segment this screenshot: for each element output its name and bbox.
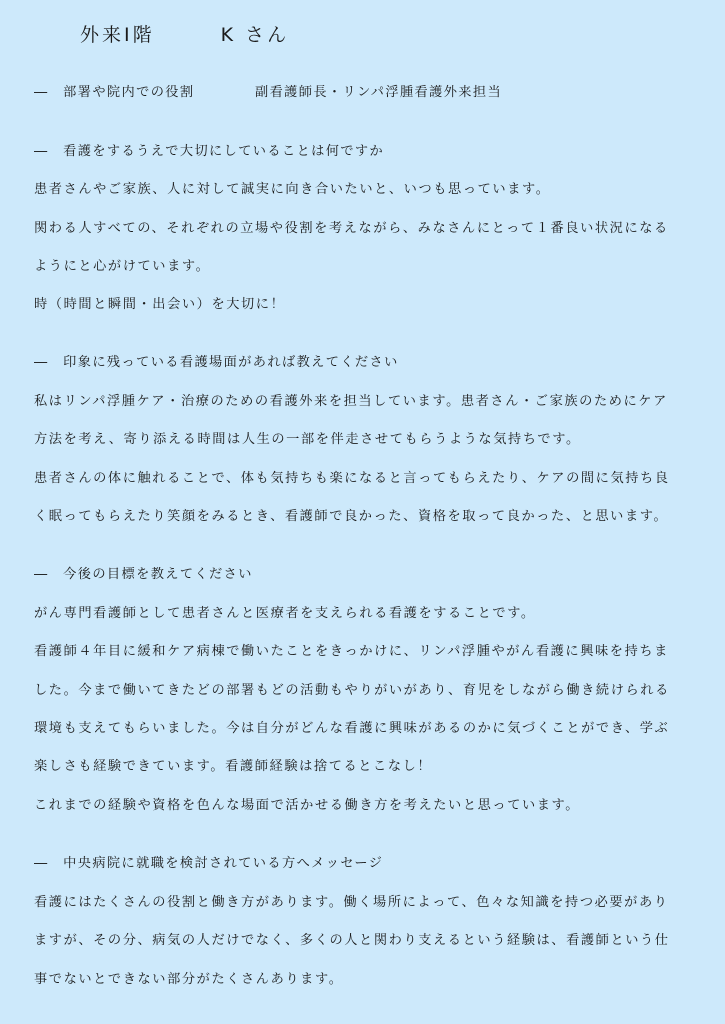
role-label: ― 部署や院内での役割	[34, 85, 195, 100]
section-2-line-1: 私はリンパ浮腫ケア・治療のための看護外来を担当しています。患者さん・ご家族のためにケア	[34, 394, 668, 409]
section-2-line-2: 方法を考え、寄り添える時間は人生の一部を伴走させてもらうような気持ちです。	[34, 432, 581, 447]
section-question-4: ― 中央病院に就職を検討されている方へメッセージ	[34, 856, 384, 871]
section-3-line-1: がん専門看護師として患者さんと医療者を支えられる看護をすることです。	[34, 606, 536, 621]
section-4-line-1: 看護にはたくさんの役割と働き方があります。働く場所によって、色々な知識を持つ必要があり	[34, 895, 669, 910]
section-2-line-4: く眠ってもらえたり笑顔をみるとき、看護師で良かった、資格を取って良かった、と思います。	[34, 509, 669, 524]
page-title	[80, 20, 289, 47]
section-question-1: ― 看護をするうえで大切にしていることは何ですか	[34, 144, 385, 159]
section-1-line-1: 患者さんやご家族、人に対して誠実に向き合いたいと、いつも思っています。	[34, 182, 551, 197]
section-1-line-4: 時（時間と瞬間・出会い）を大切に！	[34, 297, 286, 312]
section-3-line-6: これまでの経験や資格を色んな場面で活かせる働き方を考えたいと思っています。	[34, 798, 581, 813]
title-person: K さん	[220, 24, 290, 46]
section-question-2: ― 印象に残っている看護場面があれば教えてください	[34, 355, 399, 370]
section-1-line-3: ようにと心がけています。	[34, 259, 211, 274]
section-3-line-2: 看護師４年目に緩和ケア病棟で働いたことをきっかけに、リンパ浮腫やがん看護に興味を持ちま	[34, 644, 669, 659]
role-value: 副看護師長・リンパ浮腫看護外来担当	[255, 85, 503, 100]
section-3-line-5: 楽しさも経験できています。看護師経験は捨てるとこなし！	[34, 759, 433, 774]
section-3-line-4: 環境も支えてもらいました。今は自分がどんな看護に興味があるのかに気づくことができ、学ぶ	[34, 721, 670, 736]
section-3-line-3: した。今まで働いてきたどの部署もどの活動もやりがいがあり、育児をしながら働き続けられる	[34, 683, 670, 698]
title-location: 外来Ⅰ階	[80, 24, 155, 46]
section-4-line-3: 事でないとできない部分がたくさんあります。	[34, 972, 344, 987]
section-2-line-3: 患者さんの体に触れることで、体も気持ちも楽になると言ってもらえたり、ケアの間に気持ち良	[34, 471, 670, 486]
section-1-line-2: 関わる人すべての、それぞれの立場や役割を考えながら、みなさんにとって１番良い状況になる	[34, 221, 669, 236]
section-4-line-2: ますが、その分、病気の人だけでなく、多くの人と関わり支えるという経験は、看護師という仕	[34, 933, 670, 948]
section-question-3: ― 今後の目標を教えてください	[34, 567, 253, 582]
